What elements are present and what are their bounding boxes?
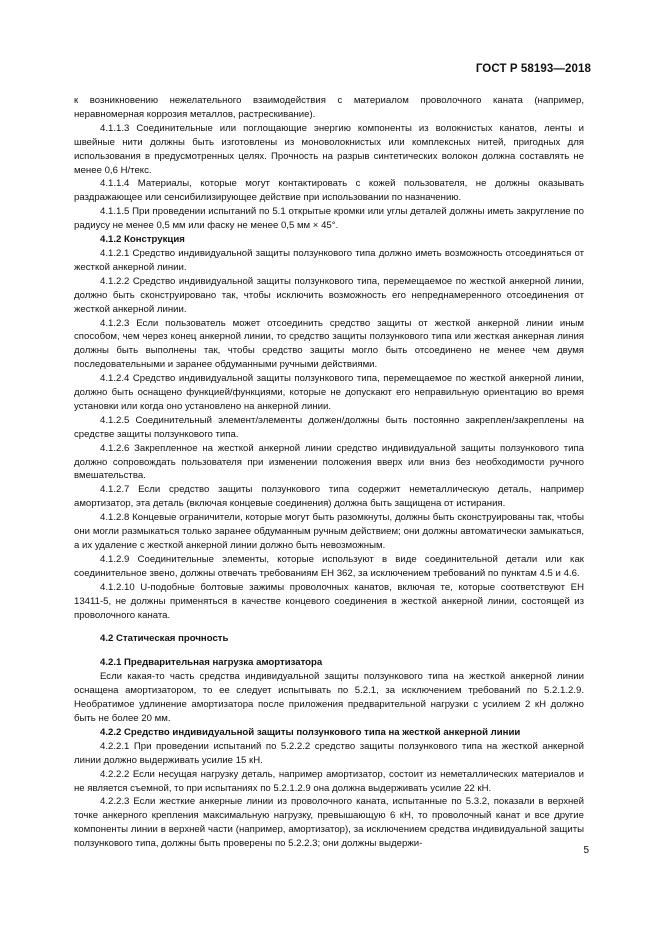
paragraph: Если какая-то часть средства индивидуальной защиты ползункового типа на жесткой анкерной линии оснащена амортизатором, то ее следует испытывать по 5.2.1, за исключением требований по 5.2.1.2.9. Необратимое удлинение амортизатора после приложения предварительной нагрузки с усилием 2 кН должно быть не более 20 мм. — [74, 671, 584, 724]
document-code-header: ГОСТ Р 58193—2018 — [475, 63, 591, 75]
paragraph: 4.1.2.1 Средство индивидуальной защиты ползункового типа должно иметь возможность отсоединяться от жесткой анкерной линии. — [74, 247, 584, 273]
paragraph: к возникновению нежелательного взаимодействия с материалом проволочного каната (например, неравномерная коррозия металлов, растрескивание). — [74, 95, 584, 120]
paragraph: 4.2.2.1 При проведении испытаний по 5.2.2.2 средство защиты ползункового типа на жесткой анкерной линии должно выдерживать усилие 15 кН. — [74, 740, 584, 766]
paragraph: 4.1.2.7 Если средство защиты ползункового типа содержит неметаллическую деталь, например амортизатор, эта деталь (включая концевые соединения) должна быть защищена от истирания. — [74, 484, 584, 510]
paragraph: 4.2.2.3 Если жесткие анкерные линии из проволочного каната, испытанные по 5.3.2, показали в верхней точке анкерного крепления максимальную нагрузку, превышающую 6 кН, то проволочный канат и все другие компоненты линии в верхней части (например, амортизатор), за исключением средства индивидуальной защиты ползункового типа, должны быть проверены по 5.2.2.3; они должны выдержи- — [74, 796, 584, 850]
paragraph: 4.1.2.10 U-подобные болтовые зажимы проволочных канатов, включая те, которые соответствуют ЕН 13411-5, не должны применяться в качестве концевого соединения в жесткой анкерной линии, состоящей из проволочного каната. — [74, 581, 584, 621]
section-heading: 4.2 Статическая прочность — [100, 633, 229, 645]
paragraph: 4.1.2.6 Закрепленное на жесткой анкерной линии средство индивидуальной защиты ползункового типа должно сопровождать пользователя при изменении положения вверх или вниз без необходимости ручного вмешательства. — [74, 442, 584, 482]
paragraph: 4.1.2.4 Средство индивидуальной защиты ползункового типа, перемещаемое по жесткой анкерной линии, должно быть оснащено функцией/функциями, которые не допускают его неправильную ориентацию во время установки или когда оно установлено на анкерной линии. — [74, 373, 584, 412]
paragraph: 4.1.2.2 Средство индивидуальной защиты ползункового типа, перемещаемое по жесткой анкерной линии, должно быть сконструировано так, чтобы исключить возможность его непреднамеренного отсоединения от жесткой анкерной линии. — [74, 275, 584, 315]
section-heading: 4.1.2 Конструкция — [100, 234, 185, 246]
paragraph: 4.1.2.5 Соединительный элемент/элементы должен/должны быть постоянно закреплен/закреплены на средстве защиты ползункового типа. — [74, 414, 584, 440]
document-body — [74, 94, 584, 851]
subsection-heading: 4.2.1 Предварительная нагрузка амортизатора — [100, 657, 323, 669]
paragraph: 4.1.1.4 Материалы, которые могут контактировать с кожей пользователя, не должны оказывать раздражающее или сенсибилизирующее действие при использовании по назначению. — [74, 178, 584, 204]
paragraph: 4.1.2.8 Концевые ограничители, которые могут быть разомкнуты, должны быть сконструированы так, чтобы они могли размыкаться только заранее обдуманным ручным действием; они должны автоматически замыкаться, а их удаление с жесткой анкерной линии должно быть невозможным. — [74, 512, 584, 551]
paragraph: 4.2.2.2 Если несущая нагрузку деталь, например амортизатор, состоит из неметаллических материалов и не является съемной, то при испытаниях по 5.2.1.2.9 она должна выдерживать усилие 22 кН. — [74, 768, 584, 794]
page-number: 5 — [583, 845, 589, 856]
subsection-heading: 4.2.2 Средство индивидуальной защиты ползункового типа на жесткой анкерной линии — [100, 726, 521, 738]
paragraph: 4.1.2.3 Если пользователь может отсоединить средство защиты от жесткой анкерной линии иным способом, чем через конец анкерной линии, то средство защиты ползункового типа или жесткая анкерная линия должны быть выполнены так, чтобы средство защиты могло быть отсоединено не менее чем двумя последовательными и заранее обдуманными ручными действиями. — [74, 317, 584, 371]
paragraph: 4.1.2.9 Соединительные элементы, которые используют в виде соединительной детали или как соединительное звено, должны отвечать требованиям ЕН 362, за исключением требований по пунктам 4.5 и 4.6. — [74, 553, 584, 579]
paragraph: 4.1.1.3 Соединительные или поглощающие энергию компоненты из волокнистых канатов, ленты и швейные нити должны быть изготовлены из моноволокнистых или комплексных нитей, пригодных для использования в предусмотренных целях. Прочность на разрыв синтетических волокон должна составлять не менее 0,6 Н/текс. — [74, 122, 584, 176]
paragraph: 4.1.1.5 При проведении испытаний по 5.1 открытые кромки или углы деталей должны иметь закругление по радиусу не менее 0,5 мм или фаску не менее 0,5 мм × 45°. — [74, 206, 584, 232]
